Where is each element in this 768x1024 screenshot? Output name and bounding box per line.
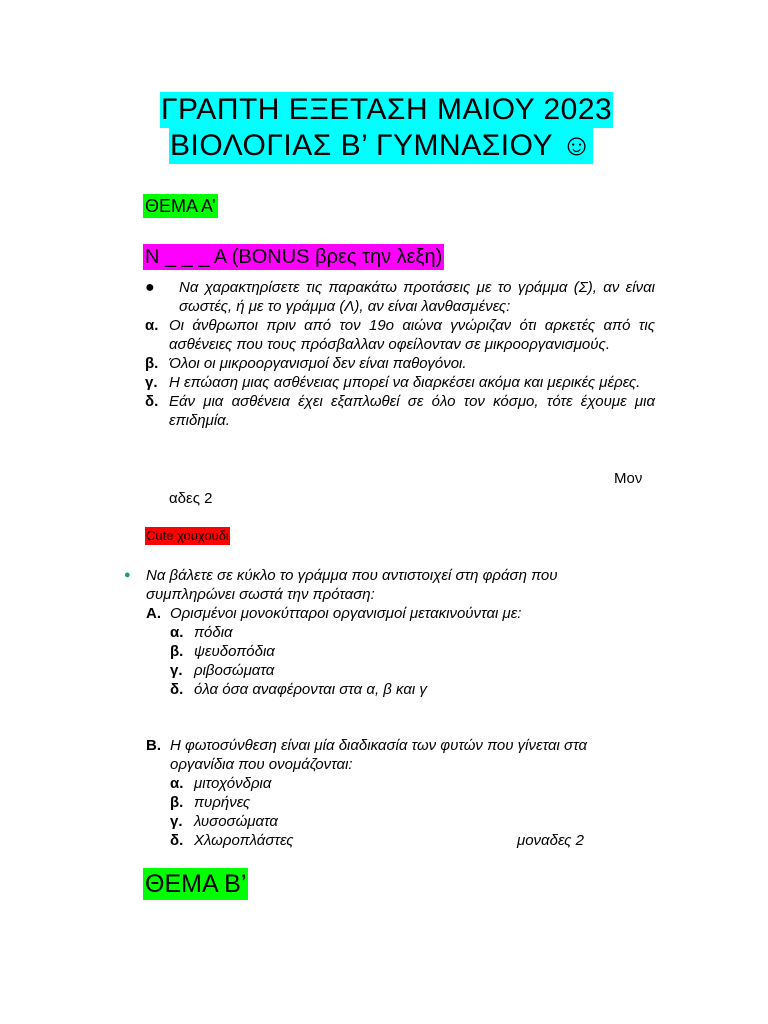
option-label: β. [170, 794, 184, 811]
exam-title-line2: ΒΙΟΛΟΓΙΑΣ Β’ ΓΥΜΝΑΣΙΟΥ ☺ [170, 129, 593, 162]
section-a-heading: ΘΕΜΑ Α’ [145, 196, 216, 216]
option-label: γ. [170, 813, 183, 830]
statement-item [145, 316, 655, 354]
option-text: πόδια [194, 624, 233, 641]
option-label: α. [170, 624, 184, 641]
part-a-text: Ορισμένοι μονοκύτταροι οργανισμοί μετακινούνται με: [170, 605, 522, 622]
question-1-instruction: Να χαρακτηρίσετε τις παρακάτω προτάσεις με το γράμμα (Σ), αν είναι σωστές, ή με το γράμμα (Λ), αν είναι λανθασμένες: [179, 279, 655, 315]
bullet-icon: ● [145, 279, 155, 296]
statement-text: Εάν μια ασθένεια έχει εξαπλωθεί σε όλο τον κόσμο, τότε έχουμε μια επιδημία. [169, 393, 655, 429]
option-item [170, 680, 632, 699]
option-label: α. [170, 775, 184, 792]
question-1 [145, 278, 655, 430]
statement-item [145, 392, 655, 430]
part-a-label: Α. [146, 605, 161, 622]
option-text: Χλωροπλάστες [194, 832, 294, 849]
statement-text: Η επώαση μιας ασθένειας μπορεί να διαρκέσει ακόμα και μερικές μέρες. [169, 374, 641, 391]
option-label: δ. [170, 681, 184, 698]
statement-text: Οι άνθρωποι πριν από τον 19ο αιώνα γνώριζαν ότι αρκετές από τις ασθένειες που τους πρόσβαλλαν οφείλονταν σε μικροοργανισμούς. [169, 317, 655, 353]
points-text: μοναδες 2 [517, 832, 584, 849]
bullet-icon: ● [124, 569, 131, 581]
question-2 [124, 566, 632, 699]
option-text: πυρήνες [194, 794, 251, 811]
option-item [170, 774, 632, 793]
option-text: ψευδοπόδια [194, 643, 275, 660]
statement-label: β. [145, 355, 159, 372]
points-text-part2: αδες 2 [169, 490, 213, 507]
bonus-word-puzzle: N _ _ _ A (BONUS βρες την λεξη) [145, 246, 443, 268]
points-text-part1: Μον [614, 470, 643, 487]
option-item [170, 642, 632, 661]
option-label: β. [170, 643, 184, 660]
statement-item [145, 354, 655, 373]
cute-label: Cute χουχουδι [146, 528, 229, 543]
exam-title-line1: ΓΡΑΠΤΗ ΕΞΕΤΑΣΗ ΜΑΙΟΥ 2023 [161, 93, 613, 126]
option-text: λυσοσώματα [194, 813, 278, 830]
statement-text: Όλοι οι μικροοργανισμοί δεν είναι παθογόνοι. [169, 355, 467, 372]
question-2-instruction: Να βάλετε σε κύκλο το γράμμα που αντιστοιχεί στη φράση που συμπληρώνει σωστά την πρόταση: [146, 567, 558, 603]
option-text: μιτοχόνδρια [194, 775, 272, 792]
statement-label: δ. [145, 393, 159, 410]
option-item [170, 661, 632, 680]
part-b-text: Η φωτοσύνθεση είναι μία διαδικασία των φυτών που γίνεται στα οργανίδια που ονομάζονται: [170, 737, 588, 773]
part-b-label: Β. [146, 737, 161, 754]
section-b-heading: ΘΕΜΑ Β’ [145, 870, 247, 898]
option-label: δ. [170, 832, 184, 849]
statement-label: α. [145, 317, 159, 334]
option-item [170, 793, 632, 812]
option-item [170, 623, 632, 642]
option-label: γ. [170, 662, 183, 679]
statement-item [145, 373, 655, 392]
option-item [170, 812, 632, 831]
statement-label: γ. [145, 374, 158, 391]
option-text: όλα όσα αναφέρονται στα α, β και γ [194, 681, 427, 698]
option-text: ριβοσώματα [194, 662, 275, 679]
